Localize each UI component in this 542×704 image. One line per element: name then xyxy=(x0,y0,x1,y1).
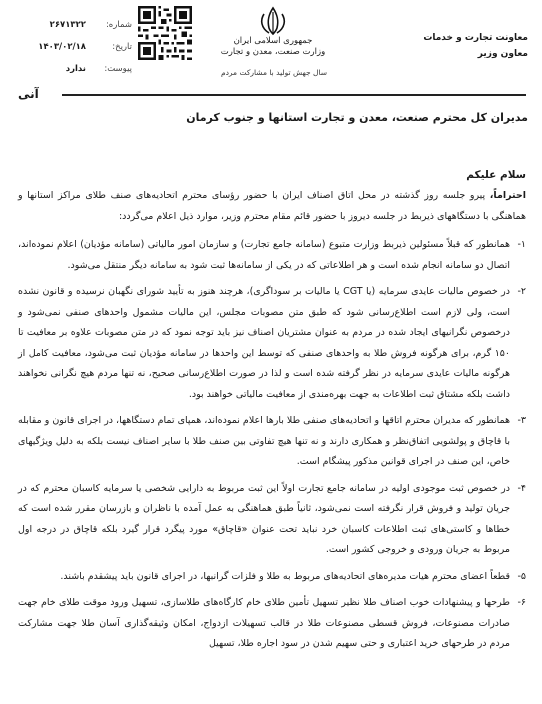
item-number: ۲- xyxy=(517,286,526,297)
header-divider xyxy=(62,94,526,96)
attachment-value: ندارد xyxy=(65,64,86,74)
list-item xyxy=(18,479,526,561)
urgency-mark: آنی xyxy=(18,87,39,101)
year-slogan: سال جهش تولید با مشارکت مردم xyxy=(220,68,328,77)
letter-body xyxy=(18,186,526,661)
item-text: همانطور که مدیران محترم اتاقها و اتحادیه‌های صنفی طلا بارها اعلام نموده‌اند، همپای تمام دستگاهها، در اجرای قانون و مقابله با قاچاق و پولشویی اتفاق‌نظر و همکاری دارند و نه تنها هیچ تفاوتی بین صنف طلا با سایر اصناف نیست بلکه به دلیل ویژگیهای خاص، این صنف در اجرای قوانین مذکور پیشگام است. xyxy=(18,415,510,467)
ministry-block xyxy=(208,36,338,58)
qr-code-icon xyxy=(138,6,192,60)
list-item xyxy=(18,593,526,655)
item-number: ۴- xyxy=(517,482,526,494)
attachment-label: پیوست: xyxy=(104,64,132,74)
department-block xyxy=(368,30,528,62)
item-number: ۳- xyxy=(517,415,526,426)
letter-date: ۱۴۰۳/۰۲/۱۸ xyxy=(38,42,86,52)
department-role: معاون وزیر xyxy=(477,49,528,59)
item-text: طرحها و پیشنهادات خوب اصناف طلا نظیر تسهیل تأمین طلای خام کارگاه‌های طلاسازی، تسهیل ورود موقت طلای خام جهت صادرات مصنوعات، فروش قسطی مصنوعات طلا در قالب تسهیلات ازدواج، امکان وثیقه‌گذاری آسان طلا جهت مشارکت مردم در طرحهای خرید اعتباری و حتی سهیم شدن در سود اجاره طلا، تسهیل xyxy=(18,597,510,649)
letter-meta xyxy=(14,14,132,80)
intro-paragraph xyxy=(18,186,526,227)
department-name: معاونت تجارت و خدمات xyxy=(423,33,528,43)
intro-text: پیرو جلسه روز گذشته در محل اتاق اصناف ایران با حضور رؤسای محترم اتحادیه‌های صنف طلای مراکز استانها و هماهنگی با دستگاههای ذیربط در جلسه دیروز با حضور قائم مقام محترم وزیر، موارد ذیل اعلام می‌گردد: xyxy=(18,190,526,222)
item-list xyxy=(18,235,526,655)
meta-date-row xyxy=(14,36,132,58)
item-text: در خصوص ثبت موجودی اولیه در سامانه جامع تجارت اولاً این ثبت مربوط به دارایی شخصی یا سرمایه کاسبان محترم که در جریان تولید و فروش قرار نگرفته است نمی‌شود، ثانیاً طبق هماهنگی به عمل آمده با ناظران و بازرسان مقرر شده است که خطاها و کاستی‌های ثبت اطلاعات کاسبان خرد نباید تحت عنوان «قاچاق» مورد پیگرد قرار گیرد بلکه قاچاق در درجه اول مربوط به جریان ورودی و خروجی کشور است. xyxy=(18,482,510,555)
item-text: همانطور که قبلاً مسئولین ذیربط وزارت متبوع (سامانه جامع تجارت) و سازمان امور مالیاتی (سامانه مؤدیان) اعلام نموده‌اند، اتصال دو سامانه انجام شده است و هر اطلاعاتی که در یکی از سامانه‌ها ثبت شود به سامانه دیگر منتقل می‌شود. xyxy=(18,239,510,271)
item-text: در خصوص مالیات عایدی سرمایه (یا CGT یا مالیات بر سوداگری)، هرچند هنوز به تأیید شورای نگهبان نرسیده و قانون نشده است، ولی لازم است اطلاع‌رسانی شود که طبق متن مصوبات مجلس، این مالیات مشمول واحدهای صنفی نمی‌شود و درخصوص نگرانیهای ایجاد شده در مردم به عنوان مشتریان اصناف نیز باید توجه نمود که در متن مصوبات علاوه بر معافیت تا ۱۵۰ گرم، برای هرگونه فروش طلا به واحدهای صنفی که توسط این واحدها در سامانه مؤدیان ثبت می‌شود، معافیت کامل از هرگونه مالیات عایدی سرمایه در نظر گرفته شده است و لذا در صورت اطلاع‌رسانی صحیح، نه تنها مردم هیچ نگرانی نخواهند داشت بلکه مشتاق ثبت اطلاعات به جهت بهره‌مندی از معافیت مالیاتی خواهند بود. xyxy=(18,286,511,400)
date-label: تاریخ: xyxy=(112,42,132,52)
greeting: سلام علیکم xyxy=(466,169,526,181)
intro-lead: احتراماً، xyxy=(489,190,526,201)
letter-number: ۲۶۷۱۳۲۲ xyxy=(49,20,86,30)
list-item xyxy=(18,567,526,588)
number-label: شماره: xyxy=(105,20,132,30)
item-number: ۵- xyxy=(517,570,526,582)
addressee: مدیران کل محترم صنعت، معدن و تجارت استانها و جنوب کرمان xyxy=(186,111,528,124)
list-item xyxy=(18,235,526,276)
item-text: قطعاً اعضای محترم هیات مدیره‌های اتحادیه‌های مربوط به طلا و فلزات گرانبها، در اجرای قانون باید پیشقدم باشند. xyxy=(60,570,510,582)
item-number: ۱- xyxy=(517,239,526,250)
list-item xyxy=(18,282,526,405)
meta-number-row xyxy=(14,14,132,36)
meta-attachment-row xyxy=(14,58,132,80)
iran-emblem-icon xyxy=(240,6,306,36)
ministry-name: وزارت صنعت، معدن و تجارت xyxy=(220,47,326,57)
country-name: جمهوری اسلامی ایران xyxy=(233,36,313,46)
list-item xyxy=(18,411,526,473)
item-number: ۶- xyxy=(517,597,526,608)
